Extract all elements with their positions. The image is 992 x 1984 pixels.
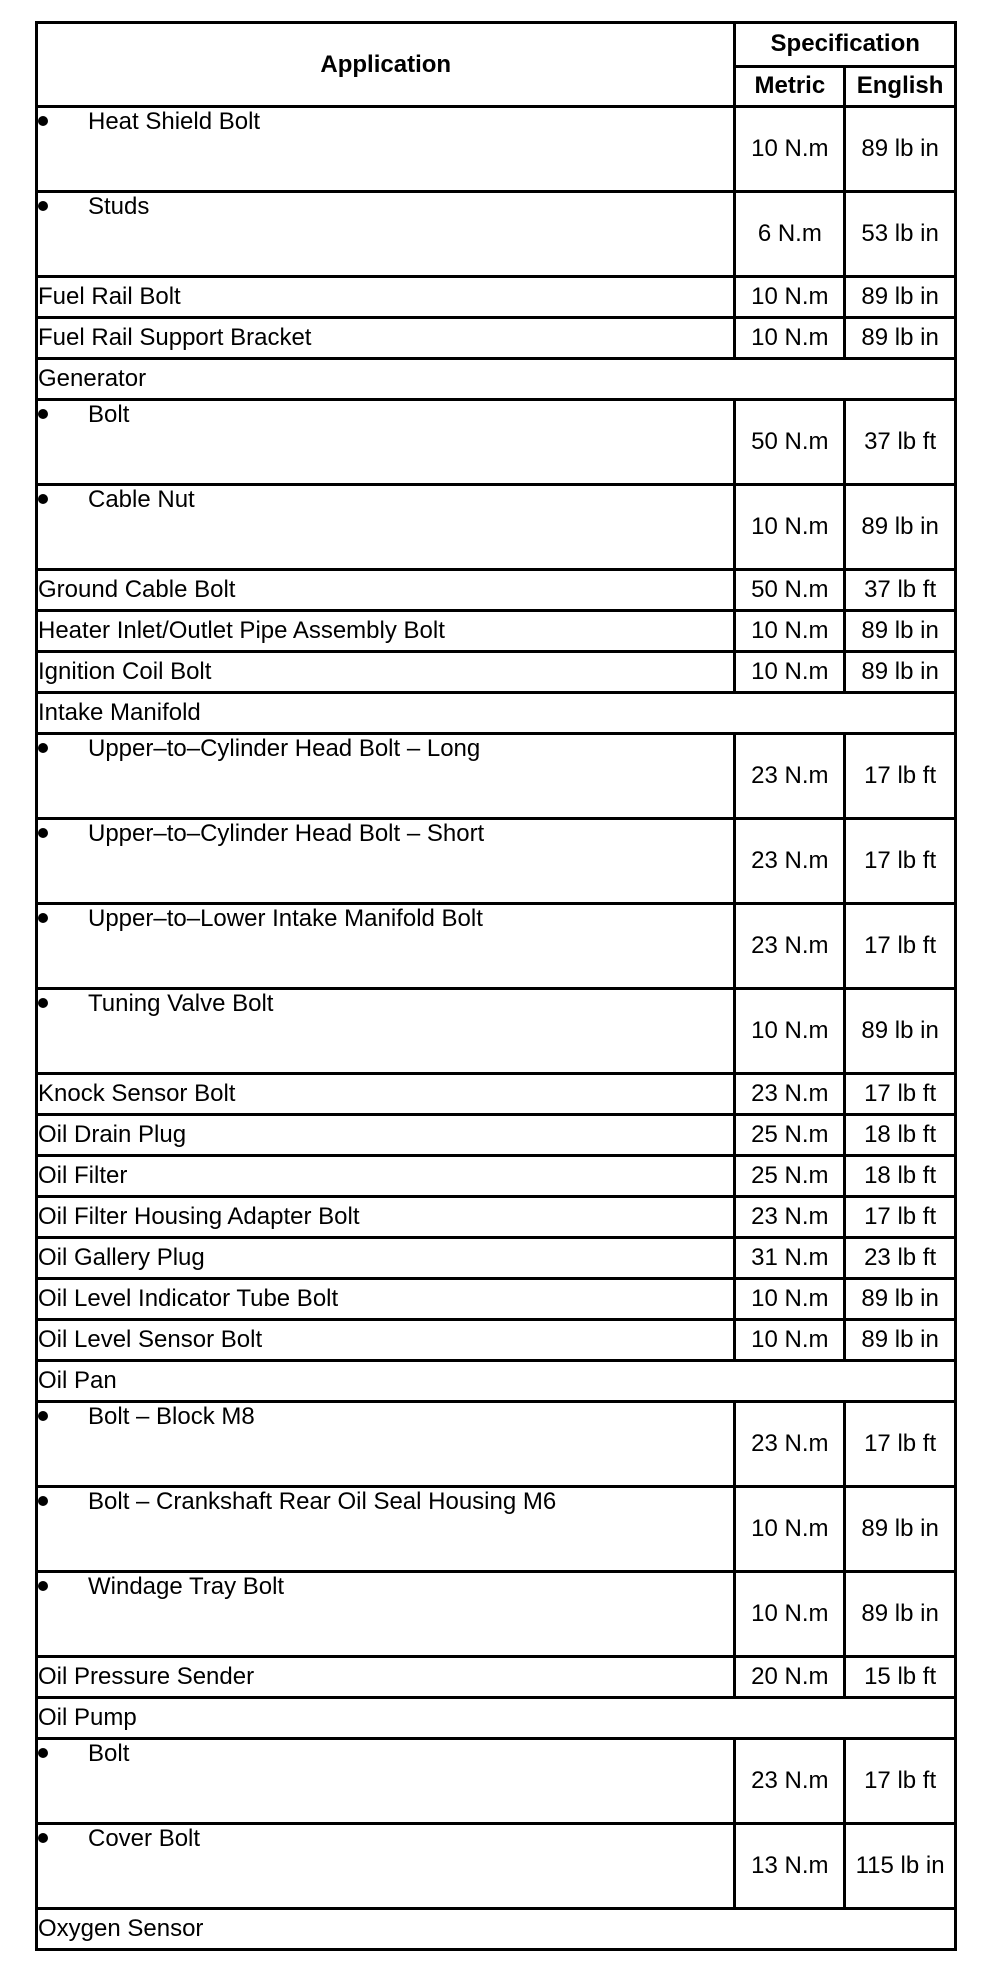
application-cell <box>37 107 735 192</box>
english-value: 23 lb ft <box>845 1238 956 1279</box>
metric-value: 23 N.m <box>735 904 845 989</box>
application-label: Oil Filter <box>37 1156 735 1197</box>
metric-value: 25 N.m <box>735 1156 845 1197</box>
metric-value: 10 N.m <box>735 1487 845 1572</box>
table-row <box>37 1074 956 1115</box>
table-row <box>37 734 956 819</box>
application-cell <box>37 192 735 277</box>
table-row <box>37 1156 956 1197</box>
application-cell <box>37 1487 735 1572</box>
table-group-row <box>37 1909 956 1950</box>
english-value: 89 lb in <box>845 1320 956 1361</box>
english-value: 89 lb in <box>845 485 956 570</box>
bullet-icon <box>38 116 48 126</box>
metric-value: 20 N.m <box>735 1657 845 1698</box>
table-row <box>37 989 956 1074</box>
metric-value: 10 N.m <box>735 485 845 570</box>
metric-value: 50 N.m <box>735 570 845 611</box>
application-label: Bolt – Crankshaft Rear Oil Seal Housing M6 <box>88 1488 557 1515</box>
bullet-icon <box>38 913 48 923</box>
english-value: 37 lb ft <box>845 570 956 611</box>
metric-value: 13 N.m <box>735 1824 845 1909</box>
english-value: 115 lb in <box>845 1824 956 1909</box>
application-header: Application <box>37 23 735 107</box>
torque-spec-table <box>35 21 957 1951</box>
application-label: Oil Level Sensor Bolt <box>37 1320 735 1361</box>
metric-value: 23 N.m <box>735 1402 845 1487</box>
metric-value: 23 N.m <box>735 1074 845 1115</box>
english-value: 17 lb ft <box>845 734 956 819</box>
english-value: 89 lb in <box>845 652 956 693</box>
application-label: Fuel Rail Bolt <box>37 277 735 318</box>
english-value: 17 lb ft <box>845 1074 956 1115</box>
application-label: Windage Tray Bolt <box>88 1573 285 1600</box>
group-label: Intake Manifold <box>37 693 956 734</box>
english-value: 18 lb ft <box>845 1156 956 1197</box>
metric-value: 10 N.m <box>735 107 845 192</box>
application-cell <box>37 989 735 1074</box>
english-value: 18 lb ft <box>845 1115 956 1156</box>
english-value: 89 lb in <box>845 1279 956 1320</box>
metric-value: 10 N.m <box>735 611 845 652</box>
table-row <box>37 611 956 652</box>
application-label: Studs <box>88 193 150 220</box>
metric-value: 50 N.m <box>735 400 845 485</box>
application-label: Oil Pressure Sender <box>37 1657 735 1698</box>
english-value: 89 lb in <box>845 1487 956 1572</box>
english-value: 17 lb ft <box>845 1197 956 1238</box>
bullet-icon <box>38 409 48 419</box>
application-cell <box>37 1824 735 1909</box>
application-cell <box>37 904 735 989</box>
application-label: Bolt <box>88 401 130 428</box>
group-label: Oxygen Sensor <box>37 1909 956 1950</box>
application-label: Upper–to–Cylinder Head Bolt – Short <box>88 820 485 847</box>
table-group-row <box>37 359 956 400</box>
application-cell <box>37 485 735 570</box>
metric-value: 25 N.m <box>735 1115 845 1156</box>
table-row <box>37 318 956 359</box>
bullet-icon <box>38 743 48 753</box>
application-label: Oil Level Indicator Tube Bolt <box>37 1279 735 1320</box>
application-label: Upper–to–Lower Intake Manifold Bolt <box>88 905 483 932</box>
english-value: 53 lb in <box>845 192 956 277</box>
metric-value: 31 N.m <box>735 1238 845 1279</box>
english-value: 89 lb in <box>845 989 956 1074</box>
english-value: 89 lb in <box>845 277 956 318</box>
application-cell <box>37 734 735 819</box>
application-label: Heat Shield Bolt <box>88 108 261 135</box>
metric-value: 10 N.m <box>735 1279 845 1320</box>
application-label: Bolt <box>88 1740 130 1767</box>
metric-value: 10 N.m <box>735 277 845 318</box>
table-row <box>37 819 956 904</box>
table-row <box>37 1115 956 1156</box>
table-row <box>37 400 956 485</box>
group-label: Oil Pump <box>37 1698 956 1739</box>
application-label: Fuel Rail Support Bracket <box>37 318 735 359</box>
application-cell <box>37 1572 735 1657</box>
application-label: Oil Filter Housing Adapter Bolt <box>37 1197 735 1238</box>
bullet-icon <box>38 998 48 1008</box>
metric-header: Metric <box>735 66 845 106</box>
specification-header: Specification <box>735 23 956 67</box>
application-label: Ignition Coil Bolt <box>37 652 735 693</box>
application-label: Heater Inlet/Outlet Pipe Assembly Bolt <box>37 611 735 652</box>
application-label: Upper–to–Cylinder Head Bolt – Long <box>88 735 481 762</box>
table-row <box>37 277 956 318</box>
table-row <box>37 1279 956 1320</box>
application-cell <box>37 819 735 904</box>
table-row <box>37 1238 956 1279</box>
table-row <box>37 1487 956 1572</box>
table-row <box>37 1824 956 1909</box>
english-value: 17 lb ft <box>845 819 956 904</box>
bullet-icon <box>38 1581 48 1591</box>
metric-value: 10 N.m <box>735 1572 845 1657</box>
english-value: 89 lb in <box>845 611 956 652</box>
bullet-icon <box>38 1411 48 1421</box>
english-value: 17 lb ft <box>845 1739 956 1824</box>
spec-table-body <box>37 107 956 1950</box>
english-value: 89 lb in <box>845 318 956 359</box>
bullet-icon <box>38 1833 48 1843</box>
english-value: 17 lb ft <box>845 1402 956 1487</box>
table-row <box>37 652 956 693</box>
bullet-icon <box>38 1748 48 1758</box>
bullet-icon <box>38 1496 48 1506</box>
bullet-icon <box>38 201 48 211</box>
english-value: 15 lb ft <box>845 1657 956 1698</box>
table-row <box>37 1402 956 1487</box>
table-row <box>37 485 956 570</box>
table-row <box>37 1320 956 1361</box>
table-row <box>37 107 956 192</box>
application-label: Oil Gallery Plug <box>37 1238 735 1279</box>
table-group-row <box>37 693 956 734</box>
metric-value: 23 N.m <box>735 734 845 819</box>
application-label: Cable Nut <box>88 486 195 513</box>
english-value: 17 lb ft <box>845 904 956 989</box>
table-row <box>37 570 956 611</box>
application-label: Cover Bolt <box>88 1825 201 1852</box>
metric-value: 10 N.m <box>735 989 845 1074</box>
table-row <box>37 1197 956 1238</box>
metric-value: 23 N.m <box>735 819 845 904</box>
metric-value: 23 N.m <box>735 1197 845 1238</box>
table-row <box>37 1739 956 1824</box>
metric-value: 10 N.m <box>735 318 845 359</box>
metric-value: 6 N.m <box>735 192 845 277</box>
group-label: Generator <box>37 359 956 400</box>
table-row <box>37 904 956 989</box>
application-cell <box>37 1739 735 1824</box>
application-label: Knock Sensor Bolt <box>37 1074 735 1115</box>
english-value: 89 lb in <box>845 1572 956 1657</box>
english-value: 89 lb in <box>845 107 956 192</box>
table-group-row <box>37 1361 956 1402</box>
metric-value: 23 N.m <box>735 1739 845 1824</box>
table-row <box>37 192 956 277</box>
application-label: Oil Drain Plug <box>37 1115 735 1156</box>
bullet-icon <box>38 828 48 838</box>
application-label: Ground Cable Bolt <box>37 570 735 611</box>
metric-value: 10 N.m <box>735 1320 845 1361</box>
application-label: Tuning Valve Bolt <box>88 990 274 1017</box>
table-row <box>37 1572 956 1657</box>
bullet-icon <box>38 494 48 504</box>
english-value: 37 lb ft <box>845 400 956 485</box>
application-label: Bolt – Block M8 <box>88 1403 255 1430</box>
group-label: Oil Pan <box>37 1361 956 1402</box>
application-cell <box>37 400 735 485</box>
table-group-row <box>37 1698 956 1739</box>
metric-value: 10 N.m <box>735 652 845 693</box>
table-row <box>37 1657 956 1698</box>
english-header: English <box>845 66 956 106</box>
application-cell <box>37 1402 735 1487</box>
